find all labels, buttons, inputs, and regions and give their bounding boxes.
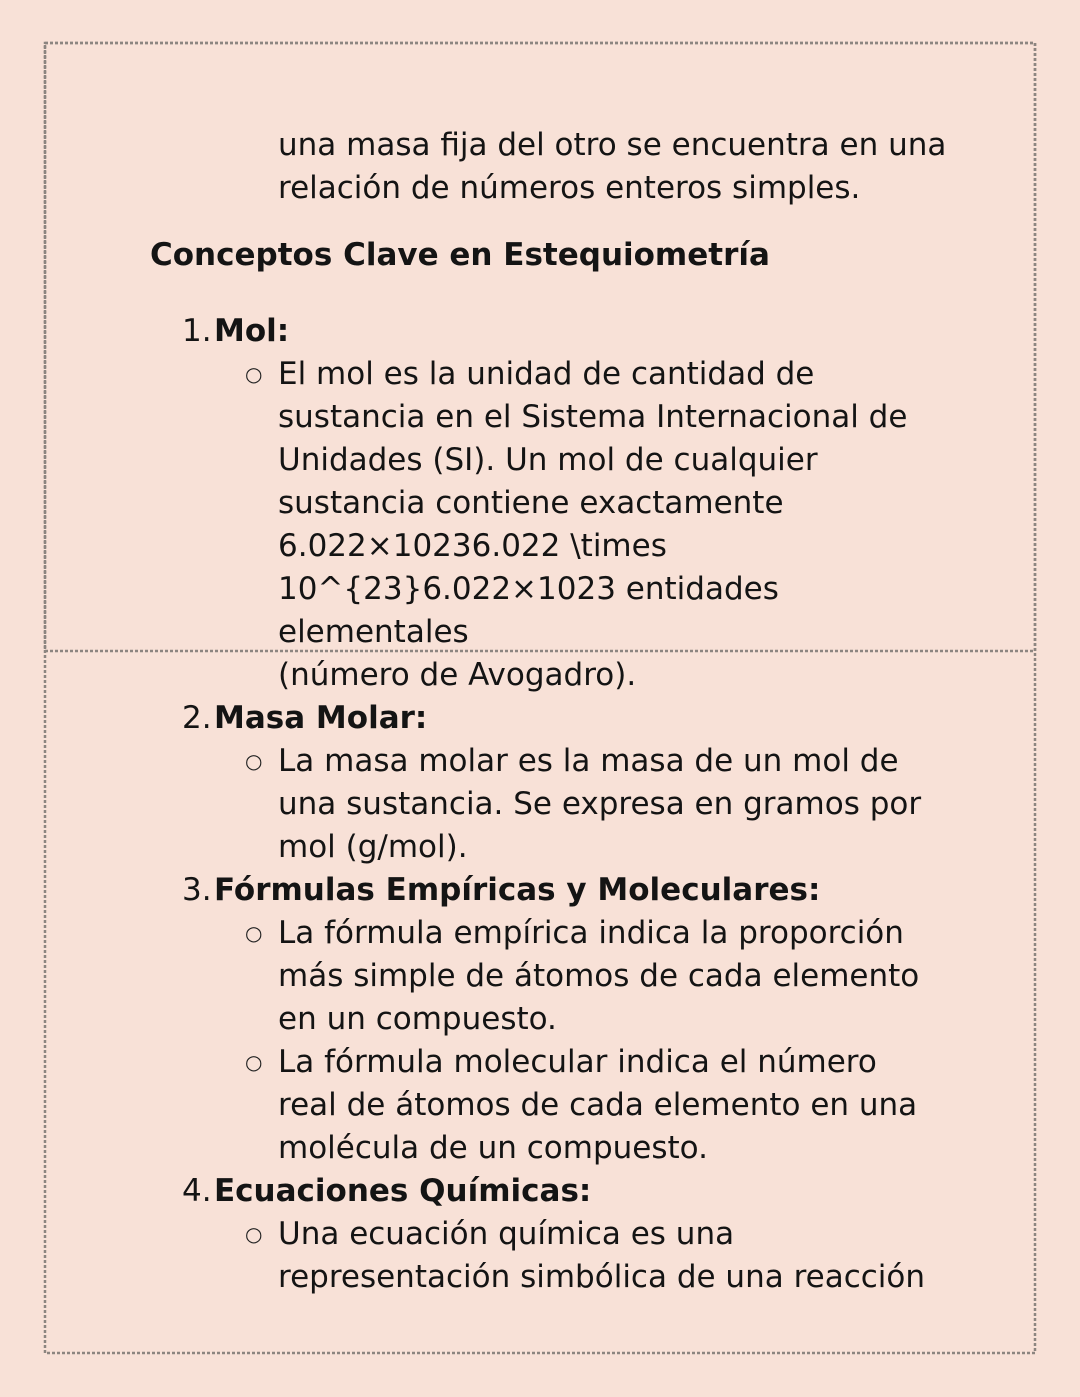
sub-bullet (245, 912, 950, 1041)
list-item-mol: 1.Mol: (182, 313, 290, 349)
intro-line: una masa fija del otro se encuentra en una (278, 127, 947, 163)
item-title: Mol: (214, 313, 290, 349)
bullet-line: sustancia en el Sistema Internacional de (278, 399, 908, 435)
bullet-line: mol (g/mol). (278, 829, 468, 865)
bullet-line: (número de Avogadro). (278, 657, 637, 693)
sub-bullet (245, 1213, 950, 1299)
item-title: Ecuaciones Químicas: (214, 1173, 592, 1209)
sub-bullet (245, 1041, 950, 1170)
item-title: Masa Molar: (214, 700, 428, 736)
bullet-line: 6.022×10236.022 \times (278, 528, 667, 564)
bullet-line: El mol es la unidad de cantidad de (278, 356, 815, 392)
document-body (150, 124, 950, 1299)
bullet-line: La fórmula empírica indica la proporción (278, 915, 904, 951)
bullet-icon: ○ (245, 1050, 263, 1074)
list-item-ecuaciones: 4.Ecuaciones Químicas: (182, 1173, 592, 1209)
bullet-icon: ○ (245, 1222, 263, 1246)
intro-paragraph (278, 124, 950, 210)
bullet-line: molécula de un compuesto. (278, 1130, 708, 1166)
bullet-line: representación simbólica de una reacción (278, 1259, 926, 1295)
bullet-line: La masa molar es la masa de un mol de (278, 743, 899, 779)
list-item-masa-molar: 2.Masa Molar: (182, 700, 428, 736)
concept-list (150, 310, 950, 1299)
bullet-line: Una ecuación química es una (278, 1216, 735, 1252)
sub-bullet (245, 353, 950, 697)
bullet-line: sustancia contiene exactamente (278, 485, 784, 521)
bullet-line: Unidades (SI). Un mol de cualquier (278, 442, 818, 478)
sub-bullet (245, 740, 950, 869)
intro-line: relación de números enteros simples. (278, 170, 861, 206)
bullet-line: 10^{23}6.022×1023 entidades elementales (278, 571, 779, 650)
bullet-icon: ○ (245, 921, 263, 945)
item-title: Fórmulas Empíricas y Moleculares: (214, 872, 821, 908)
bullet-icon: ○ (245, 362, 263, 386)
section-title: Conceptos Clave en Estequiometría (150, 237, 770, 273)
bullet-line: real de átomos de cada elemento en una (278, 1087, 918, 1123)
list-item-formulas: 3.Fórmulas Empíricas y Moleculares: (182, 872, 821, 908)
bullet-line: La fórmula molecular indica el número (278, 1044, 877, 1080)
bullet-line: una sustancia. Se expresa en gramos por (278, 786, 922, 822)
bullet-line: en un compuesto. (278, 1001, 557, 1037)
bullet-line: más simple de átomos de cada elemento (278, 958, 920, 994)
bullet-icon: ○ (245, 749, 263, 773)
